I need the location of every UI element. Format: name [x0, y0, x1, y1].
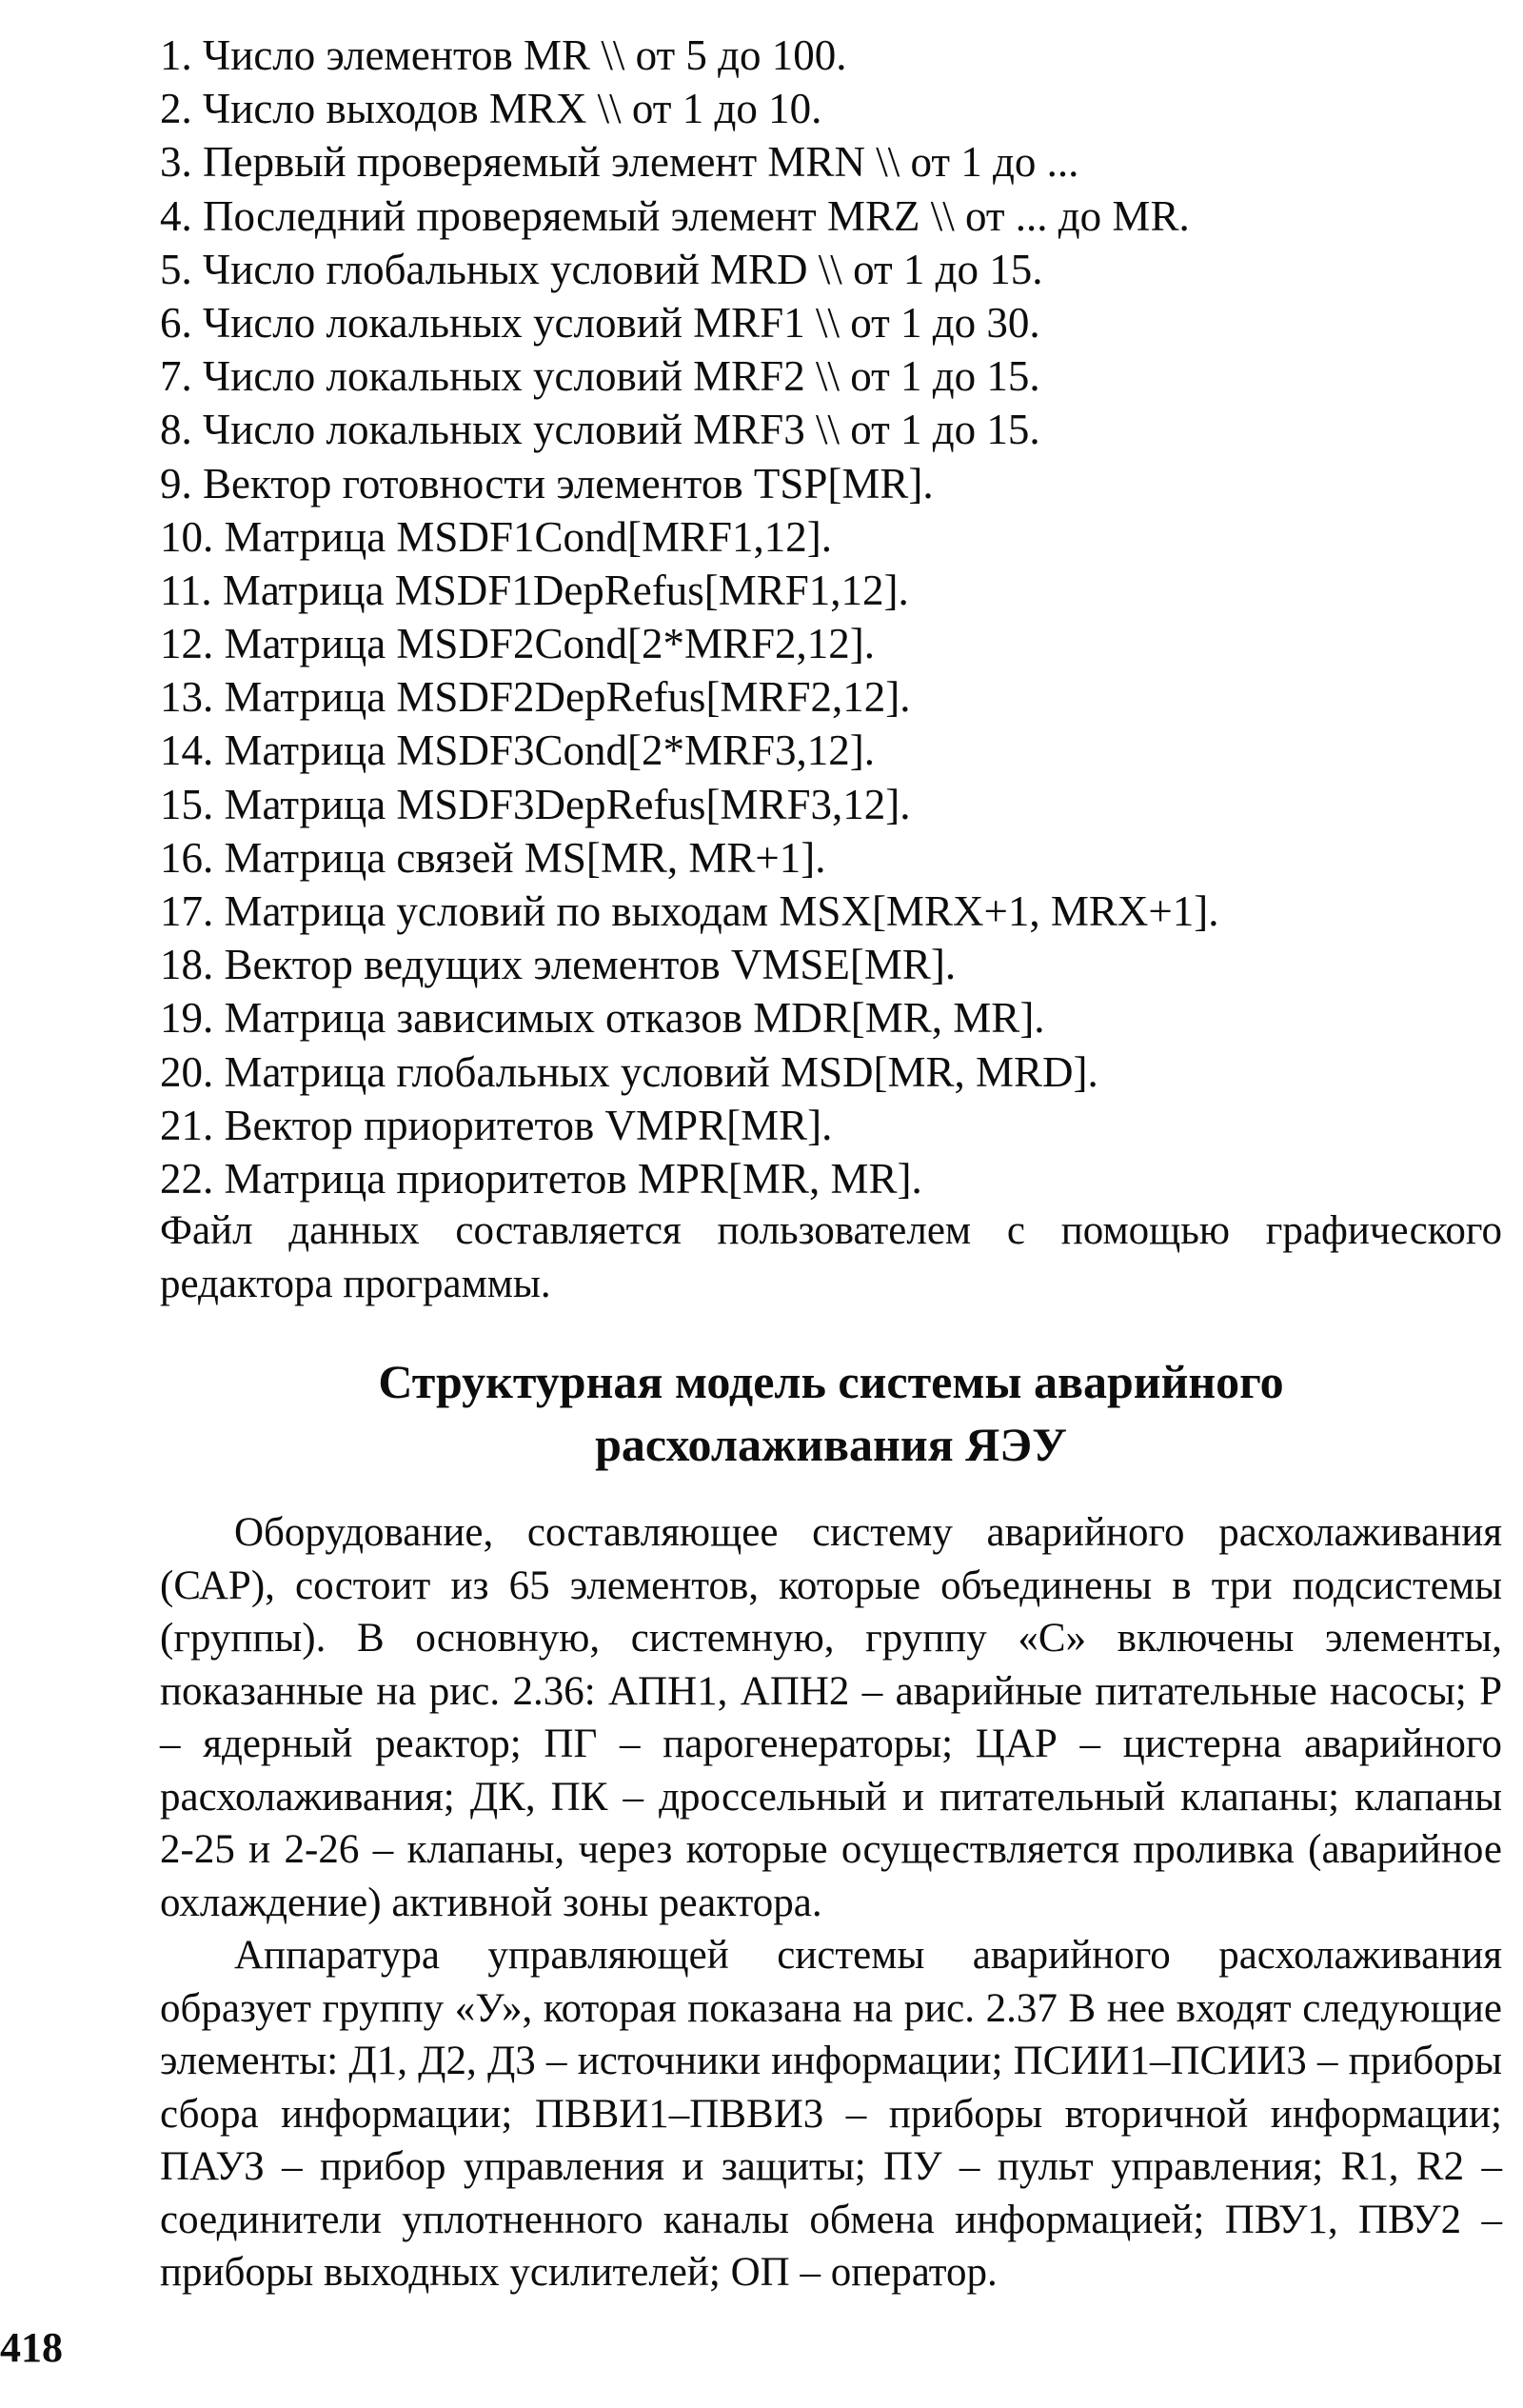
list-item: 1. Число элементов MR \\ от 5 до 100. — [160, 31, 847, 79]
file-note: Файл данных составляется пользователем с помощью графического редактора программы. — [160, 1208, 1502, 1306]
list-item: 8. Число локальных условий MRF3 \\ от 1 до 15. — [160, 406, 1040, 454]
list-item: 20. Матрица глобальных условий MSD[MR, MRD]. — [160, 1047, 1098, 1096]
list-item: 11. Матрица MSDF1DepRefus[MRF1,12]. — [160, 566, 909, 614]
list-item: 9. Вектор готовности элементов TSP[MR]. — [160, 459, 934, 507]
list-item: 13. Матрица MSDF2DepRefus[MRF2,12]. — [160, 673, 911, 722]
parameter-list — [160, 29, 1493, 1205]
list-item: 3. Первый проверяемый элемент MRN \\ от 1 до ... — [160, 138, 1079, 187]
list-item: 5. Число глобальных условий MRD \\ от 1 до 15. — [160, 245, 1043, 293]
section-heading — [160, 1350, 1502, 1476]
paragraph: Аппаратура управляющей системы аварийного расхолаживания образует группу «У», которая показана на рис. 2.37 В нее входят следующие элементы: Д1, Д2, Д3 – источники информации; ПСИИ1–ПСИИ3 – приборы сбора информации; ПВВИ1–ПВВИ3 – приборы вторичной информации; ПАУЗ – прибор управления и защиты; ПУ – пульт управления; R1, R2 – соединители уплотненного каналы обмена информацией; ПВУ1, ПВУ2 – приборы выходных усилителей; ОП – оператор. — [160, 1933, 1502, 2295]
list-item: 2. Число выходов MRX \\ от 1 до 10. — [160, 85, 822, 133]
list-item: 21. Вектор приоритетов VMPR[MR]. — [160, 1101, 833, 1149]
list-item: 6. Число локальных условий MRF1 \\ от 1 до 30. — [160, 298, 1040, 347]
list-item: 19. Матрица зависимых отказов MDR[MR, MR]. — [160, 994, 1045, 1043]
list-item: 14. Матрица MSDF3Cond[2*MRF3,12]. — [160, 726, 876, 775]
body-text — [160, 1506, 1502, 2299]
section-heading-line1: Структурная модель системы аварийного — [378, 1355, 1284, 1408]
page-number: 418 — [0, 2324, 63, 2371]
file-note-block — [160, 1204, 1502, 1310]
paragraph: Оборудование, составляющее систему аварийного расхолаживания (САР), состоит из 65 элементов, которые объединены в три подсистемы (группы). В основную, системную, группу «С» включены элементы, показанные на рис. 2.36: АПН1, АПН2 – аварийные питательные насосы; Р – ядерный реактор; ПГ – парогенераторы; ЦАР – цистерна аварийного расхолаживания; ДК, ПК – дроссельный и питательный клапаны; клапаны 2-25 и 2-26 – клапаны, через которые осуществляется проливка (аварийное охлаждение) активной зоны реактора. — [160, 1510, 1502, 1925]
section-heading-line2: расхолаживания ЯЭУ — [595, 1418, 1067, 1471]
list-item: 15. Матрица MSDF3DepRefus[MRF3,12]. — [160, 780, 911, 828]
list-item: 10. Матрица MSDF1Cond[MRF1,12]. — [160, 512, 833, 561]
list-item: 7. Число локальных условий MRF2 \\ от 1 до 15. — [160, 352, 1040, 401]
list-item: 16. Матрица связей MS[MR, MR+1]. — [160, 833, 826, 882]
list-item: 18. Вектор ведущих элементов VMSE[MR]. — [160, 941, 957, 989]
list-item: 4. Последний проверяемый элемент MRZ \\ от ... до MR. — [160, 191, 1190, 240]
list-item: 17. Матрица условий по выходам MSX[MRX+1, MRX+1]. — [160, 887, 1219, 935]
list-item: 12. Матрица MSDF2Cond[2*MRF2,12]. — [160, 620, 876, 668]
list-item: 22. Матрица приоритетов MPR[MR, MR]. — [160, 1154, 922, 1203]
